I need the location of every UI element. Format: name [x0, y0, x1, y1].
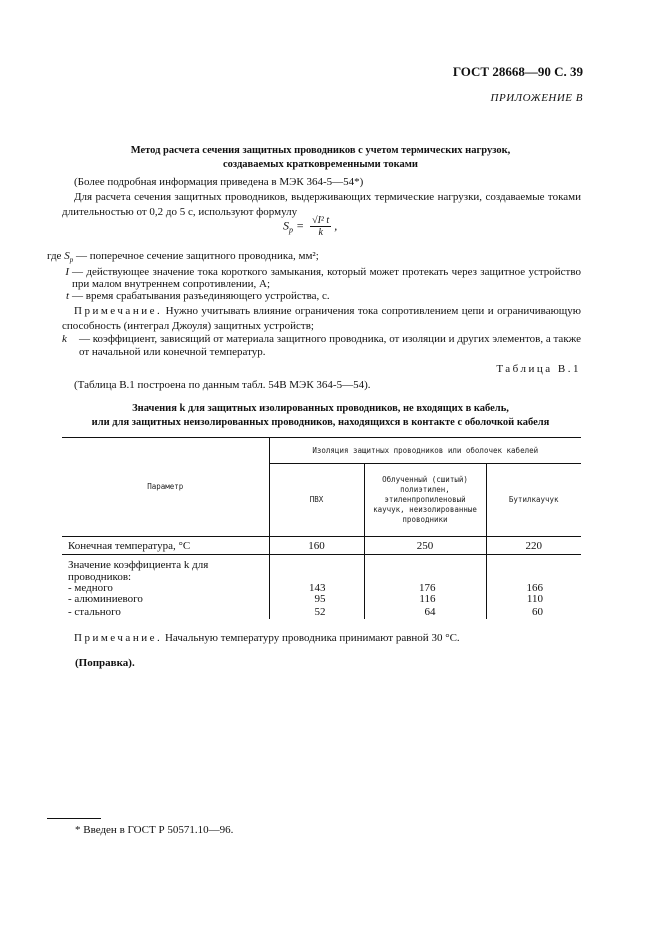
- method-title-line2: создаваемых кратковременными токами: [223, 159, 418, 170]
- method-title: [60, 144, 581, 172]
- formula: [283, 215, 337, 238]
- table-cell: 143: [269, 583, 364, 594]
- note-2-text: Начальную температуру проводника принимают равной 30 °С.: [162, 632, 460, 644]
- note-1-k: [62, 333, 581, 359]
- amendment: (Поправка).: [75, 657, 135, 669]
- table-cell: 160: [269, 537, 364, 555]
- definition-sp: [47, 250, 581, 266]
- col-header-pvc: ПВХ: [269, 464, 364, 537]
- table-cell: 116: [364, 594, 486, 605]
- param-header: Параметр: [62, 438, 269, 537]
- data-table: [62, 437, 581, 619]
- definition-t: [47, 290, 581, 302]
- footnote: * Введен в ГОСТ Р 50571.10—96.: [75, 824, 234, 836]
- row-label: - медного: [62, 583, 269, 594]
- table-cell: 52: [269, 605, 364, 619]
- table-cell: 110: [526, 593, 543, 605]
- note-1-text: Нужно учитывать влияние ограничения тока сопротивлением цепи и ограничивающую способность (интеграл Джоуля) защитных устройств;: [62, 305, 581, 332]
- info-note: (Более подробная информация приведена в МЭК 364-5—54*): [74, 176, 364, 188]
- table-row: [62, 555, 581, 584]
- table-row: [62, 605, 581, 619]
- note-1-label: Примечание.: [74, 305, 163, 317]
- formula-numerator: √I² t: [312, 215, 330, 226]
- definition-desc: — действующее значение тока короткого замыкания, который может протекать через защитное устройство при малом внутреннем сопротивлении, А;: [72, 266, 581, 291]
- table-row: [62, 537, 581, 555]
- appendix-label: ПРИЛОЖЕНИЕ В: [490, 92, 583, 104]
- final-temp-label: Конечная температура, °С: [62, 537, 269, 555]
- page-header: ГОСТ 28668—90 С. 39: [452, 64, 583, 79]
- formula-lhs: S: [283, 218, 289, 233]
- note-2: [62, 631, 581, 646]
- definition-term-sub: p: [69, 256, 74, 265]
- formula-denominator: k: [318, 227, 323, 238]
- row-label: - алюминиевого: [62, 594, 269, 605]
- formula-trail: ,: [334, 218, 338, 233]
- definition-desc: — поперечное сечение защитного проводника, мм²;: [75, 250, 319, 262]
- formula-fraction: [310, 215, 331, 238]
- definition-term: S: [64, 250, 70, 262]
- definition-desc: — время срабатывания разъединяющего устройства, с.: [72, 290, 330, 303]
- definition-term: I: [65, 266, 69, 279]
- coef-label: Значение коэффициента k для проводников:: [62, 555, 269, 584]
- table-source: (Таблица В.1 построена по данным табл. 54В МЭК 364-5—54).: [74, 379, 371, 391]
- definition-list: [47, 250, 581, 302]
- row-label: - стального: [62, 605, 269, 619]
- table-title-line2: или для защитных неизолированных проводников, находящихся в контакте с оболочкой кабеля: [91, 417, 550, 428]
- table-cell: 176: [364, 583, 486, 594]
- note-2-label: Примечание.: [74, 632, 163, 644]
- definition-prefix: где: [47, 250, 62, 262]
- table-title: [60, 402, 581, 430]
- method-title-line1: Метод расчета сечения защитных проводников с учетом термических нагрузок,: [130, 145, 511, 156]
- table-cell: 95: [269, 594, 364, 605]
- note-1-k-term: k: [62, 333, 67, 345]
- table-row: [62, 594, 581, 605]
- note-1: [62, 304, 581, 334]
- formula-lhs-sub: p: [289, 225, 293, 235]
- table-cell: 64: [364, 605, 486, 619]
- group-header: Изоляция защитных проводников или оболочек кабелей: [269, 438, 581, 464]
- col-header-polyethylene: Облученный (сшитый) полиэтилен, этиленпропиленовый каучук, неизолированные проводники: [364, 464, 486, 537]
- table-cell: 166: [526, 582, 543, 594]
- table-cell: 60: [532, 605, 543, 618]
- table-cell: 250: [364, 537, 486, 555]
- definition-i: [47, 266, 581, 290]
- intro-paragraph: Для расчета сечения защитных проводников, выдерживающих термические нагрузки, создаваемые токами длительностью от 0,2 до 5 с, используют формулу: [62, 191, 581, 218]
- table-cell: 220: [525, 539, 542, 552]
- table-label: Таблица В.1: [496, 363, 581, 375]
- definition-term: t: [65, 290, 69, 303]
- table-title-line1: Значения k для защитных изолированных проводников, не входящих в кабель,: [132, 403, 509, 414]
- col-header-butyl: Бутилкаучук: [508, 495, 559, 504]
- note-1-k-desc: — коэффициент, зависящий от материала защитного проводника, от изоляции и других элементов, а также от начальной или конечной температур.: [79, 333, 581, 358]
- formula-equals: =: [296, 218, 305, 233]
- footnote-rule: [47, 818, 101, 819]
